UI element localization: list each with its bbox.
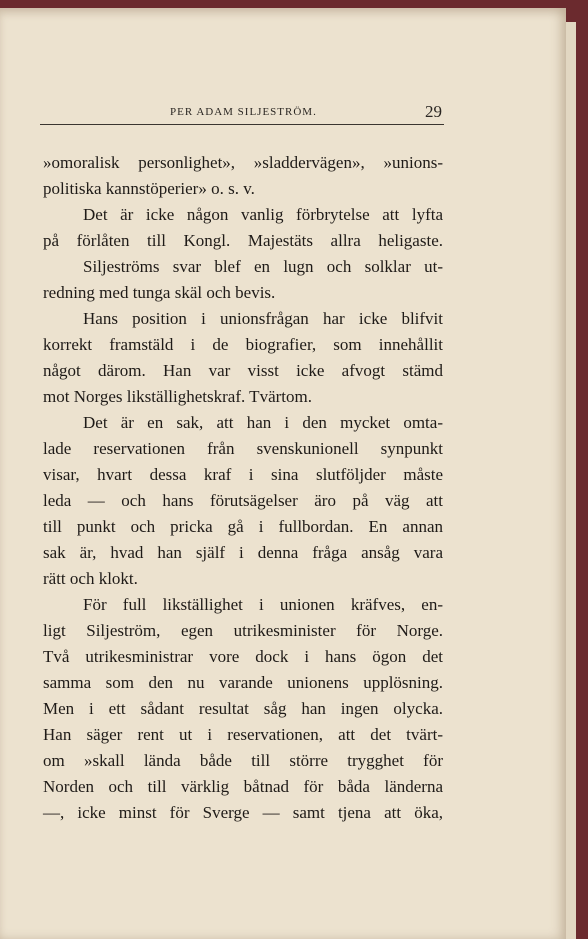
- text-line: Hans position i unionsfrågan har icke blifvit: [83, 309, 443, 328]
- text-line: på förlåten till Kongl. Majestäts allra heligaste.: [43, 231, 443, 250]
- text-line: leda — och hans förutsägelser äro på väg att: [43, 491, 443, 510]
- text-line: Han säger rent ut i reservationen, att det tvärt-: [43, 725, 443, 744]
- text-line: —, icke minst för Sverge — samt tjena att öka,: [43, 803, 443, 822]
- text-line: mot Norges likställighetskraf. Tvärtom.: [43, 387, 312, 406]
- body-text: [43, 150, 443, 826]
- text-line: För full likställighet i unionen kräfves, en-: [83, 595, 443, 614]
- text-line: korrekt framstäld i de biografier, som innehållit: [43, 335, 443, 354]
- text-line: visar, hvart dessa kraf i sina slutföljder måste: [43, 465, 443, 484]
- text-line: ligt Siljeström, egen utrikesminister för Norge.: [43, 621, 443, 640]
- text-line: Norden och till värklig båtnad för båda länderna: [43, 777, 443, 796]
- text-line: samma som den nu varande unionens upplösning.: [43, 673, 443, 692]
- text-line: politiska kannstöperier» o. s. v.: [43, 179, 255, 198]
- text-line: något därom. Han var visst icke afvogt stämd: [43, 361, 443, 380]
- text-line: Men i ett sådant resultat såg han ingen olycka.: [43, 699, 443, 718]
- running-head: PER ADAM SILJESTRÖM.: [170, 106, 317, 118]
- text-line: sak är, hvad han själf i denna fråga ansåg vara: [43, 543, 443, 562]
- text-line: Det är en sak, att han i den mycket omta-: [83, 413, 443, 432]
- text-line: om »skall lända både till större trygghet för: [43, 751, 443, 770]
- text-line: till punkt och pricka gå i fullbordan. En annan: [43, 517, 443, 536]
- text-line: lade reservationen från svenskunionell synpunkt: [43, 439, 443, 458]
- text-line: rätt och klokt.: [43, 569, 138, 588]
- text-line: »omoralisk personlighet», »sladdervägen», »unions-: [43, 153, 443, 172]
- text-line: Siljeströms svar blef en lugn och solklar ut-: [83, 257, 443, 276]
- page-header: [40, 102, 444, 125]
- page-edge: [566, 22, 576, 939]
- text-line: Två utrikesministrar vore dock i hans ögon det: [43, 647, 443, 666]
- text-line: redning med tunga skäl och bevis.: [43, 283, 276, 302]
- page-number: 29: [425, 102, 442, 121]
- text-line: Det är icke någon vanlig förbrytelse att lyfta: [83, 205, 443, 224]
